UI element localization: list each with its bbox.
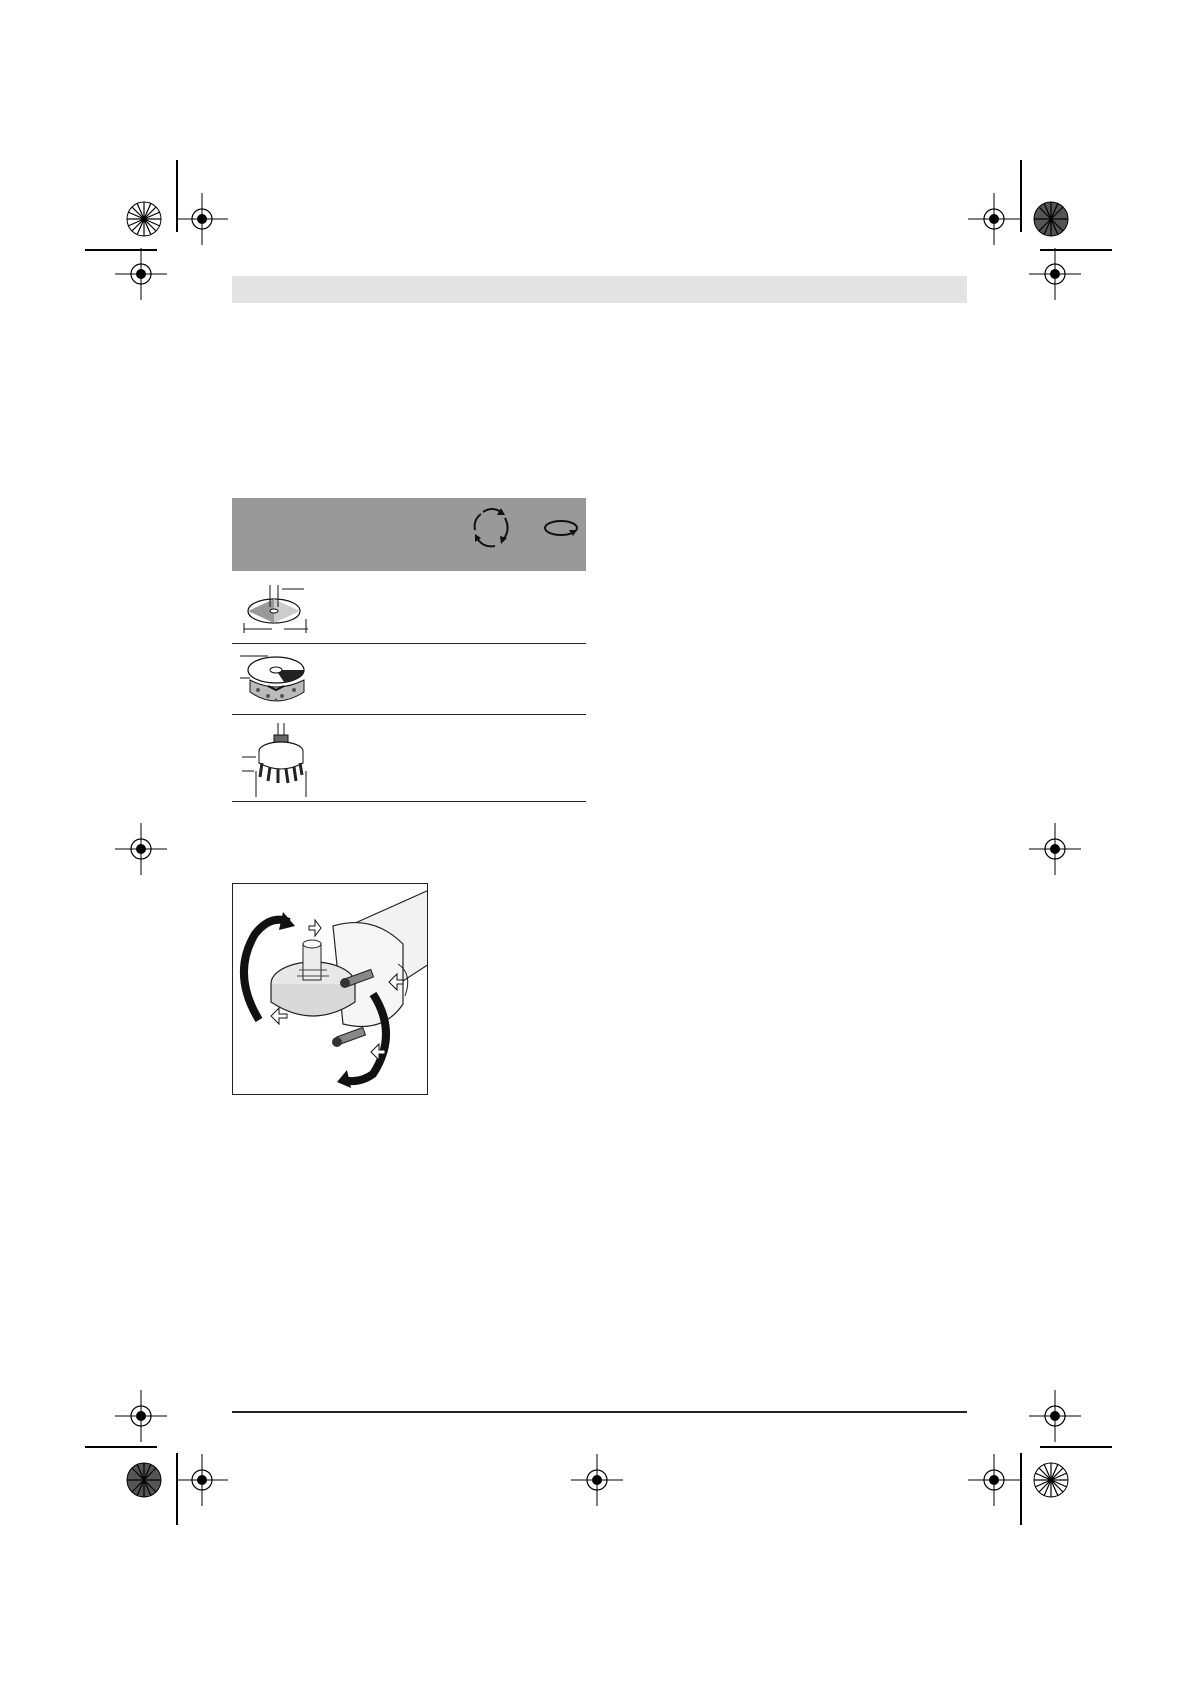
- crop-mark: [1040, 1446, 1112, 1448]
- registration-sunburst-top-left: [126, 201, 162, 237]
- crosshair-icon: [176, 193, 228, 245]
- crop-mark: [1020, 1453, 1022, 1525]
- crop-mark: [176, 1453, 178, 1525]
- crosshair-icon: [571, 1454, 623, 1506]
- rotation-direction-icon: [541, 516, 581, 540]
- cup-brush-dimensions-icon: [240, 721, 310, 797]
- table-row-cutting-disc: [232, 571, 586, 644]
- grinding-disc-dimensions-icon: [238, 648, 310, 712]
- crosshair-icon: [115, 248, 167, 300]
- recycle-arrows-icon: [469, 506, 515, 550]
- crosshair-icon: [176, 1454, 228, 1506]
- crop-mark: [85, 1446, 157, 1448]
- sunburst-icon: [1033, 1462, 1069, 1498]
- sunburst-icon: [126, 1462, 162, 1498]
- angle-grinder-gear-head-figure: [232, 883, 428, 1095]
- crosshair-icon: [115, 1390, 167, 1442]
- table-header: [232, 498, 586, 571]
- crosshair-icon: [1029, 248, 1081, 300]
- crosshair-icon: [968, 1454, 1020, 1506]
- sunburst-icon: [126, 201, 162, 237]
- angle-grinder-illustration: [233, 884, 428, 1095]
- registration-sunburst-bottom-left: [126, 1462, 162, 1498]
- sunburst-icon: [1033, 201, 1069, 237]
- cutting-disc-dimensions-icon: [242, 579, 312, 637]
- page-header-band: [232, 276, 967, 303]
- tool-dimensions-table: [232, 498, 586, 802]
- crosshair-icon: [1029, 823, 1081, 875]
- crosshair-icon: [115, 823, 167, 875]
- crop-mark: [85, 249, 157, 251]
- registration-sunburst-bottom-right: [1033, 1462, 1069, 1498]
- crosshair-icon: [1029, 1390, 1081, 1442]
- crop-mark: [176, 160, 178, 232]
- registration-sunburst-top-right: [1033, 201, 1069, 237]
- crosshair-icon: [968, 193, 1020, 245]
- page-footer-rule: [232, 1411, 967, 1413]
- crop-mark: [1040, 249, 1112, 251]
- crop-mark: [1020, 160, 1022, 232]
- table-row-cup-brush: [232, 715, 586, 802]
- table-row-grinding-disc: [232, 644, 586, 715]
